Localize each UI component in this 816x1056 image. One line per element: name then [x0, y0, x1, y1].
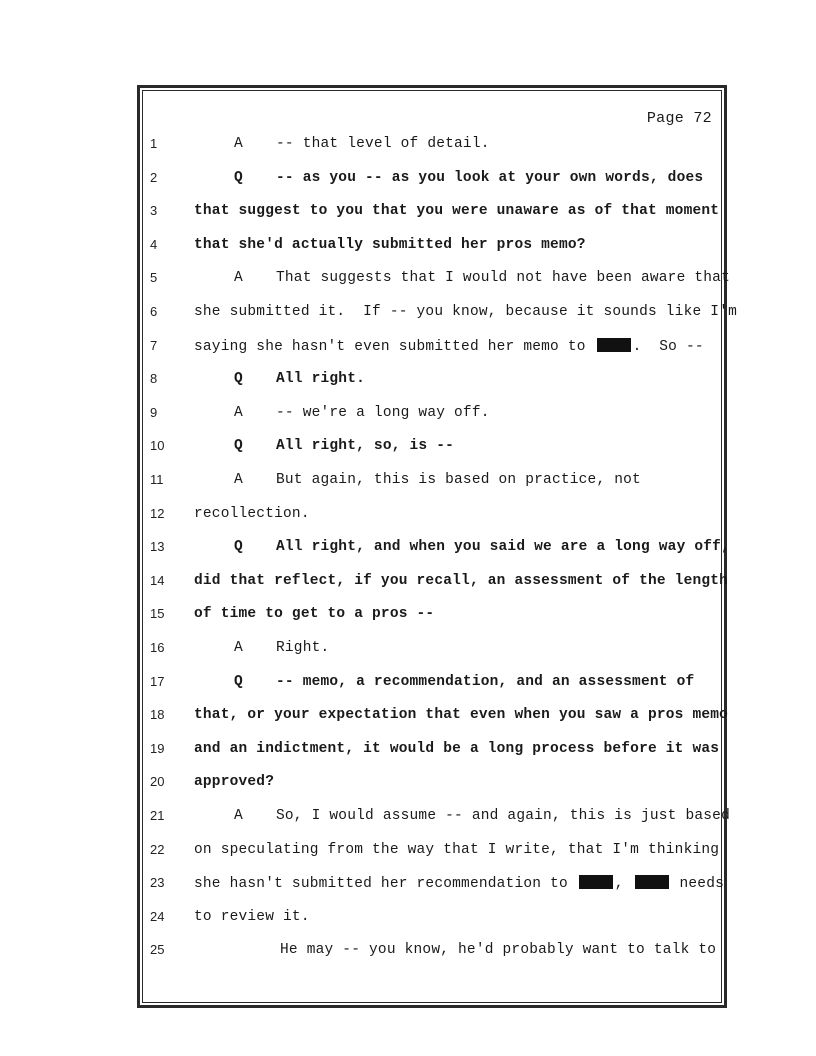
line-content: -- as you -- as you look at your own words, does [276, 169, 704, 186]
line-number: 4 [150, 236, 158, 252]
line-number: 2 [150, 169, 158, 185]
line-content-after: . So -- [632, 338, 704, 355]
line-content: approved? [194, 774, 275, 791]
line-text [194, 909, 310, 925]
line-text [234, 539, 730, 555]
transcript-line [142, 506, 722, 528]
speaker-label: Q [234, 438, 243, 455]
line-number: 8 [150, 371, 158, 387]
speaker-label: A [234, 472, 243, 488]
redaction-bar [579, 875, 613, 889]
line-number: 21 [150, 808, 165, 823]
transcript-line [142, 270, 730, 292]
speaker-label: Q [234, 673, 243, 690]
transcript-line [142, 237, 722, 259]
line-number: 1 [150, 136, 158, 151]
line-text [234, 170, 703, 186]
line-text [234, 640, 329, 656]
transcript-line [142, 909, 722, 931]
line-text [194, 573, 728, 589]
speaker-label: A [234, 404, 243, 421]
transcript-line [142, 371, 722, 393]
line-content: that she'd actually submitted her pros memo? [194, 236, 586, 253]
transcript-line [142, 539, 730, 561]
line-number: 6 [150, 304, 158, 319]
line-text [194, 338, 704, 355]
speaker-label: Q [234, 539, 243, 556]
line-text [194, 707, 728, 723]
line-content: -- memo, a recommendation, and an assessment of [276, 673, 695, 690]
speaker-label: A [234, 136, 243, 152]
line-text [234, 136, 490, 152]
line-content: on speculating from the way that I write, that I'm thinking [194, 841, 720, 858]
line-content: He may -- you know, he'd probably want to talk to [280, 942, 717, 959]
line-number: 25 [150, 942, 165, 958]
line-number: 19 [150, 740, 165, 756]
transcript-line [142, 304, 737, 326]
transcript-line [142, 640, 722, 662]
line-content: that suggest to you that you were unaware as of that moment [194, 203, 720, 220]
redaction-bar [635, 875, 669, 889]
page-number: Page 72 [646, 110, 712, 127]
transcript-line [142, 774, 722, 796]
line-text [194, 506, 310, 522]
line-number: 23 [150, 875, 165, 891]
transcript-line [142, 808, 730, 830]
line-text [194, 774, 274, 790]
line-number: 11 [150, 472, 164, 487]
line-number: 12 [150, 505, 165, 521]
line-number: 16 [150, 640, 165, 655]
transcript-line [142, 942, 722, 964]
line-text [194, 606, 434, 622]
transcript-line [142, 405, 722, 427]
line-text [234, 472, 641, 488]
line-content: Right. [276, 640, 330, 656]
line-number: 22 [150, 841, 165, 857]
line-content: did that reflect, if you recall, an assessment of the length [194, 572, 729, 589]
line-text [280, 942, 716, 958]
line-content: to review it. [194, 908, 310, 925]
transcript-line [142, 707, 729, 729]
line-number: 7 [150, 337, 158, 353]
line-content: All right. [276, 371, 366, 388]
line-content-mid: , [614, 876, 624, 893]
line-content: But again, this is based on practice, not [276, 472, 641, 488]
transcript-line [142, 606, 722, 628]
transcript-line [142, 572, 729, 595]
line-content-after: needs [679, 876, 724, 893]
line-text [194, 237, 586, 253]
line-number: 13 [150, 539, 165, 555]
line-number: 14 [150, 572, 165, 588]
line-text [194, 304, 737, 320]
line-number: 15 [150, 606, 165, 622]
line-content: That suggests that I would not have been aware that [276, 270, 730, 287]
line-content: So, I would assume -- and again, this is just based [276, 808, 730, 824]
redaction-bar [597, 338, 631, 352]
transcript-line [142, 338, 722, 360]
transcript-line [142, 842, 722, 864]
line-text [194, 741, 719, 757]
line-content: that, or your expectation that even when you saw a pros memo [194, 707, 729, 724]
line-content: -- that level of detail. [276, 136, 490, 152]
line-number: 17 [150, 673, 165, 689]
transcript-line [142, 136, 722, 158]
line-text [234, 405, 490, 421]
transcript-line [142, 170, 722, 192]
line-content: and an indictment, it would be a long process before it was [194, 740, 720, 757]
line-content: All right, and when you said we are a long way off, [276, 539, 730, 556]
line-number: 18 [150, 707, 165, 723]
line-text [234, 438, 454, 454]
line-content: saying she hasn't even submitted her memo to [194, 338, 586, 355]
line-number: 3 [150, 203, 158, 219]
line-text [234, 808, 730, 824]
line-content: of time to get to a pros -- [194, 606, 435, 623]
line-number: 10 [150, 438, 165, 454]
speaker-label: Q [234, 169, 243, 186]
line-content: All right, so, is -- [276, 438, 455, 455]
transcript-line [142, 674, 722, 696]
line-number: 24 [150, 908, 165, 924]
speaker-label: A [234, 640, 243, 656]
transcript-line [142, 472, 722, 494]
transcript-line [142, 438, 722, 460]
line-content: she submitted it. If -- you know, because it sounds like I'm [194, 304, 737, 320]
line-text [234, 371, 365, 387]
line-text [194, 875, 724, 892]
transcript-line [142, 741, 722, 763]
line-number: 20 [150, 774, 165, 790]
line-number: 5 [150, 270, 158, 286]
speaker-label: A [234, 270, 243, 287]
line-text [234, 270, 730, 286]
line-content: recollection. [194, 505, 310, 522]
line-number: 9 [150, 404, 158, 420]
transcript-line [142, 875, 722, 897]
line-content: -- we're a long way off. [276, 404, 490, 421]
speaker-label: A [234, 808, 243, 824]
line-text [194, 842, 719, 858]
speaker-label: Q [234, 371, 243, 388]
transcript-line [142, 203, 722, 225]
line-text [234, 674, 694, 690]
line-content: she hasn't submitted her recommendation to [194, 876, 568, 893]
line-text [194, 203, 719, 219]
